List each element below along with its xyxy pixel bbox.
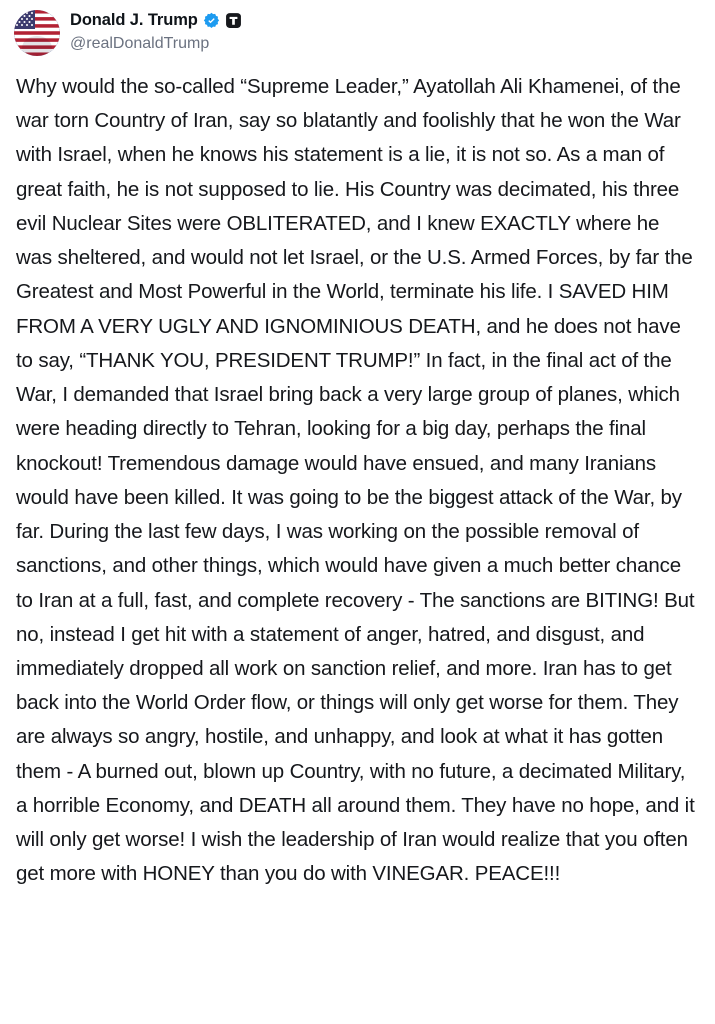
author-identity xyxy=(70,10,242,53)
author-name-row xyxy=(70,12,242,29)
author-handle[interactable]: @realDonaldTrump xyxy=(70,35,210,52)
post-header xyxy=(14,10,701,56)
post-text: Why would the so-called “Supreme Leader,” Ayatollah Ali Khamenei, of the war torn Country of Iran, say so blatantly and foolishly that he won the War with Israel, when he knows his statement is a lie, it is not so. As a man of great faith, he is not supposed to lie. His Country was decimated, his three evil Nuclear Sites were OBLITERATED, and I knew EXACTLY where he was sheltered, and would not let Israel, or the U.S. Armed Forces, by far the Greatest and Most Powerful in the World, terminate his life. I SAVED HIM FROM A VERY UGLY AND IGNOMINIOUS DEATH, and he does not have to say, “THANK YOU, PRESIDENT TRUMP!” In fact, in the final act of the War, I demanded that Israel bring back a very large group of planes, which were heading directly to Tehran, looking for a big day, perhaps the final knockout! Tremendous damage would have ensued, and many Iranians would have been killed. It was going to be the biggest attack of the War, by far. During the last few days, I was working on the possible removal of sanctions, and other things, which would have given a much better chance to Iran at a full, fast, and complete recovery - The sanctions are BITING! But no, instead I get hit with a statement of anger, hatred, and disgust, and immediately dropped all work on sanction relief, and more. Iran has to get back into the World Order flow, or things will only get worse for them. They are always so angry, hostile, and unhappy, and look at what it has gotten them - A burned out, blown up Country, with no future, a decimated Military, a horrible Economy, and DEATH all around them. They have no hope, and it will only get worse! I wish the leadership of Iran would realize that you often get more with HONEY than you do with VINEGAR. PEACE!!! xyxy=(16,75,695,886)
avatar[interactable] xyxy=(14,10,60,56)
author-display-name[interactable]: Donald J. Trump xyxy=(70,11,198,30)
truth-social-badge-icon xyxy=(225,12,242,29)
verified-check-icon xyxy=(203,12,220,29)
